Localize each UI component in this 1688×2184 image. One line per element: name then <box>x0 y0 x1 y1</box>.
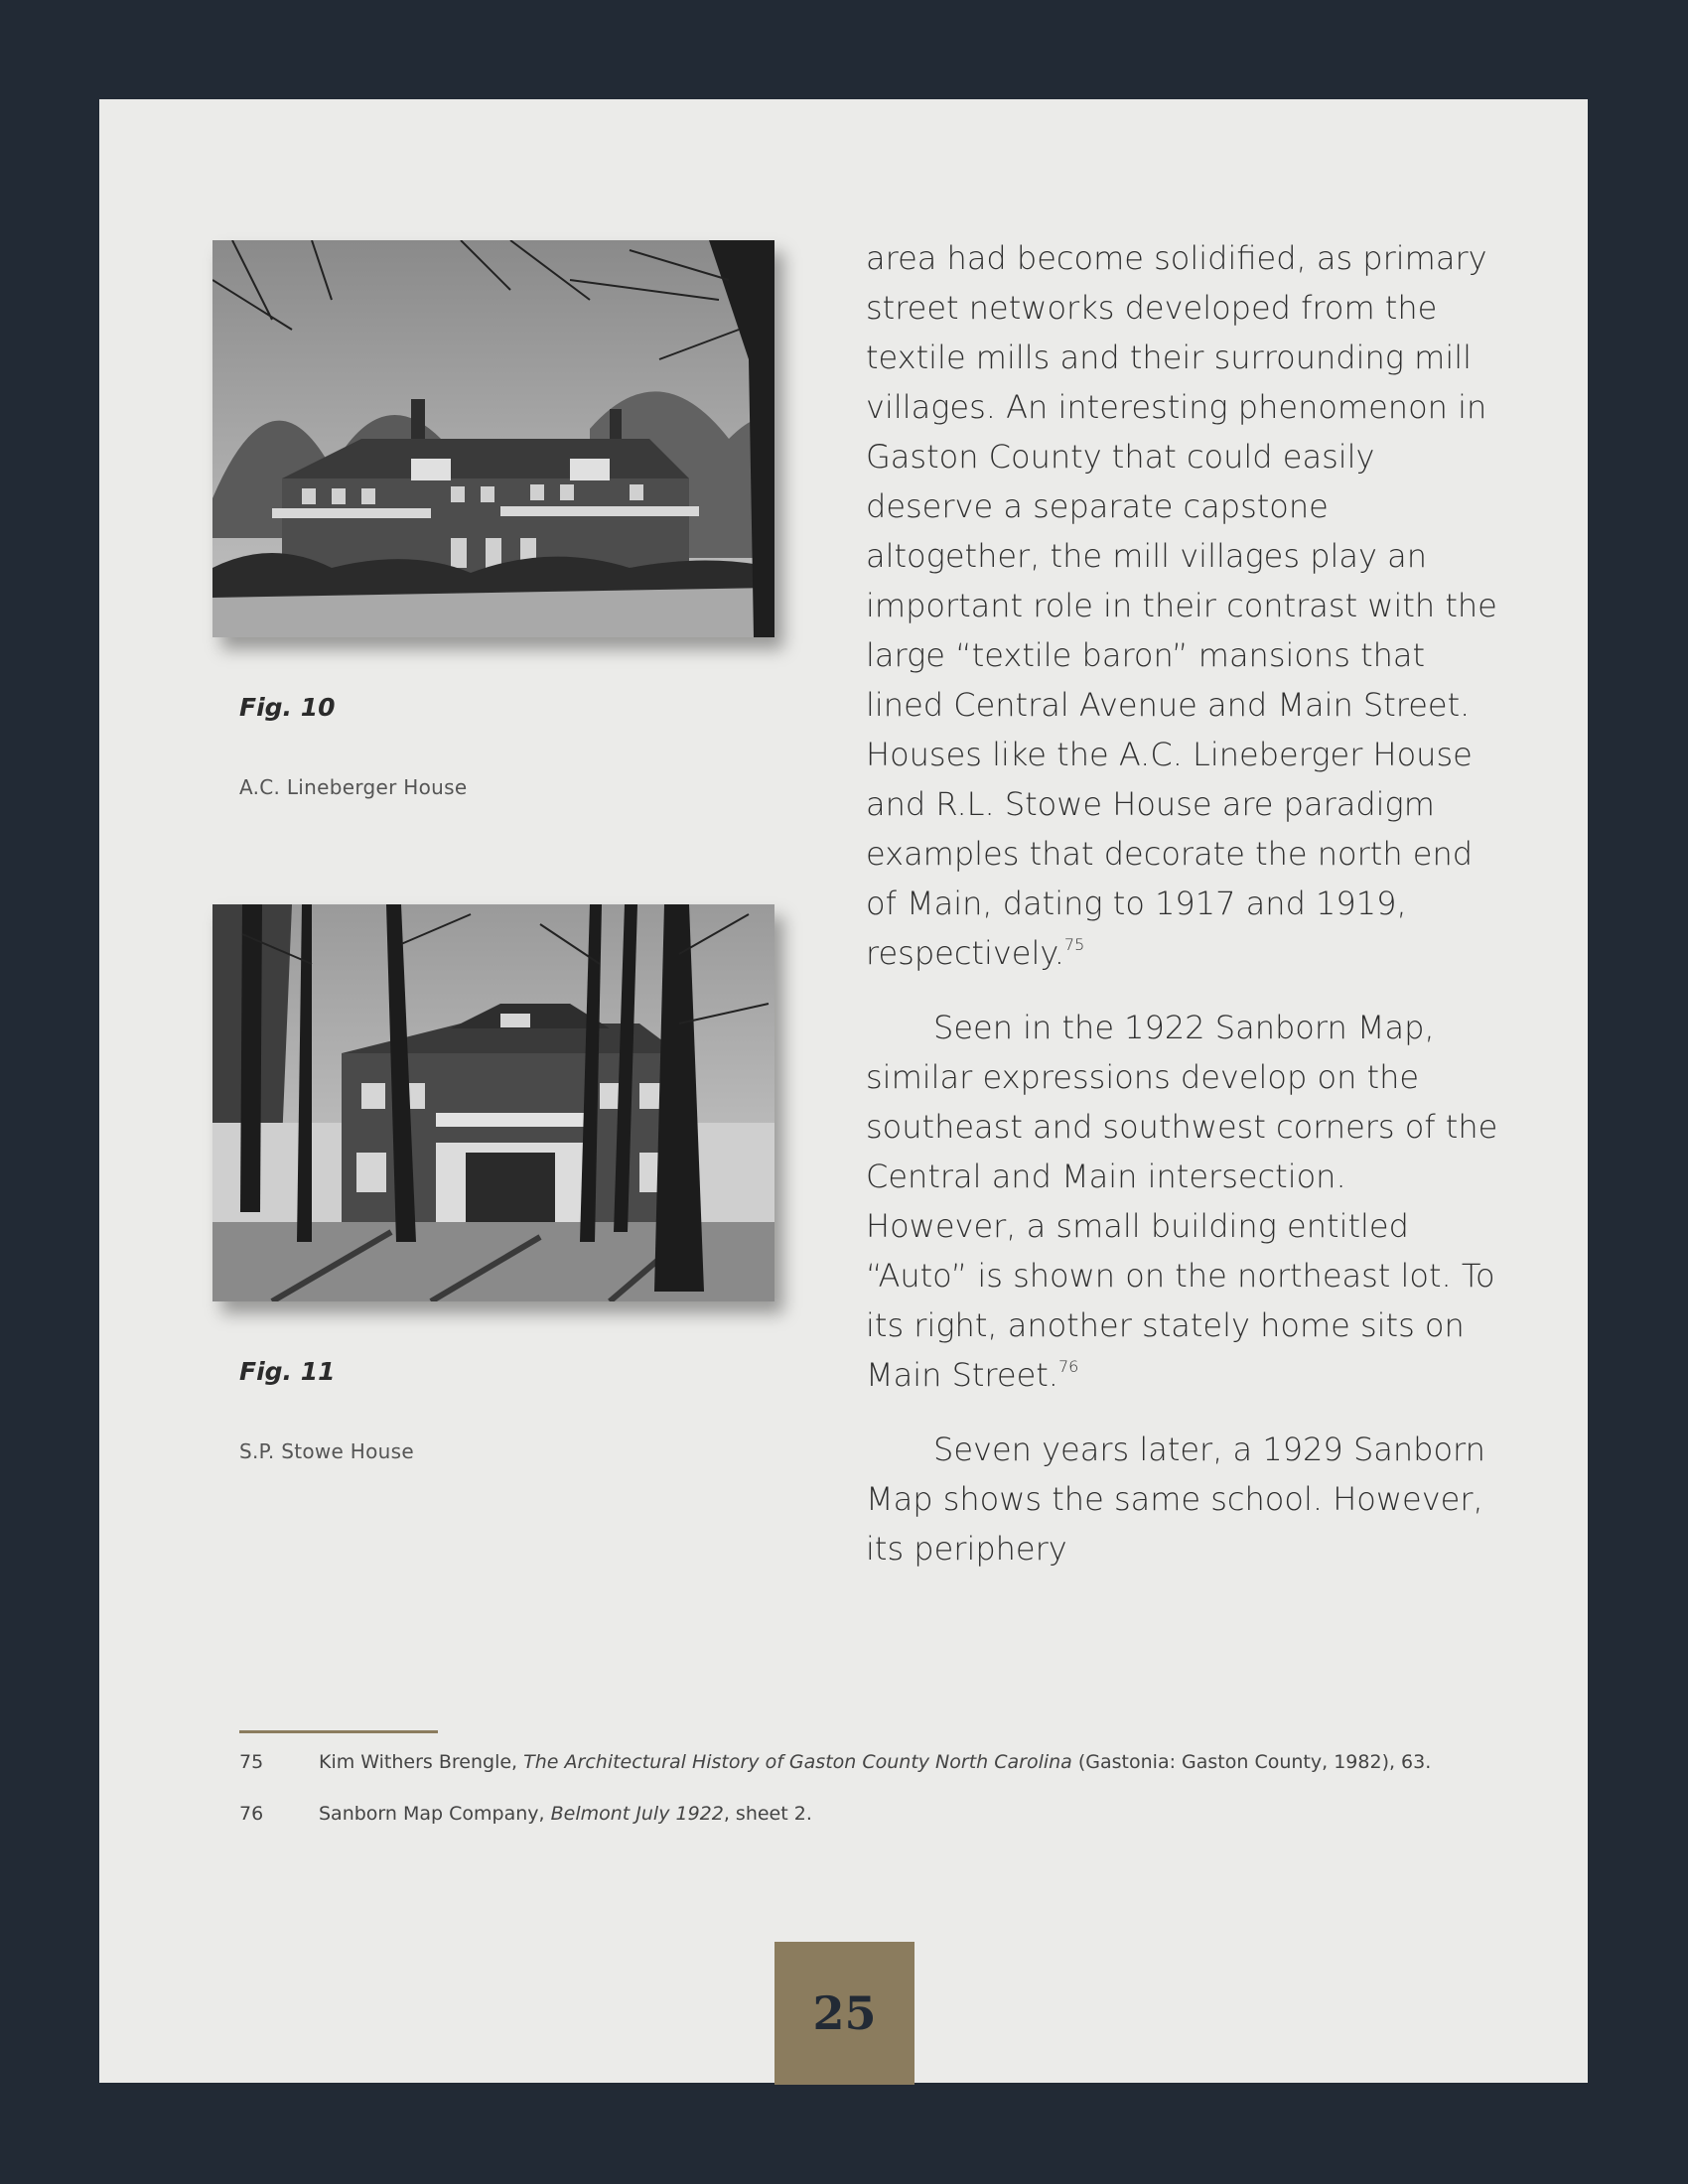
body-text <box>866 233 1501 1598</box>
footnote-divider <box>239 1730 438 1733</box>
footnote-ref[interactable]: 75 <box>1063 935 1085 954</box>
footnote-number: 76 <box>239 1803 264 1825</box>
paragraph-text: area had become solidified, as primary street networks developed from the textile mills and their surrounding mill villages. An interesting phenomenon in Gaston County that could easily deserve a separate capstone altogether, the mill villages play an important role in their contrast with the large “textile baron” mansions that lined Central Avenue and Main Street. Houses like the A.C. Lineberger House and R.L. Stowe House are paradigm examples that decorate the north end of Main, dating to 1917 and 1919, respectively. <box>866 239 1497 972</box>
paragraph-text: Seven years later, a 1929 Sanborn Map shows the same school. However, its periphery <box>866 1431 1485 1568</box>
footnote-text: Sanborn Map Company, Belmont July 1922, sheet 2. <box>319 1803 812 1825</box>
figure-label: Fig. 11 <box>239 1357 336 1386</box>
paragraph <box>866 1003 1501 1400</box>
footnote <box>239 1803 812 1825</box>
figure-caption: A.C. Lineberger House <box>239 775 468 799</box>
footnote-ref[interactable]: 76 <box>1057 1357 1079 1376</box>
paragraph <box>866 1425 1501 1573</box>
stowe-house-photo <box>212 904 774 1301</box>
lineberger-house-photo <box>212 240 774 637</box>
footnote-number: 75 <box>239 1751 264 1773</box>
figure-label: Fig. 10 <box>239 693 336 722</box>
document-page <box>99 99 1588 2083</box>
paragraph <box>866 233 1501 978</box>
footnote <box>239 1751 1431 1773</box>
paragraph-text: Seen in the 1922 Sanborn Map, similar expressions develop on the southeast and southwest corners of the Central and Main intersection. However, a small building entitled “Auto” is shown on the northeast lot. To its right, another stately home sits on Main Street. <box>866 1009 1498 1394</box>
page-number: 25 <box>774 1942 914 2085</box>
footnote-text: Kim Withers Brengle, The Architectural History of Gaston County North Carolina (Gastonia: Gaston County, 1982), 63. <box>319 1751 1432 1773</box>
figure-caption: S.P. Stowe House <box>239 1439 414 1463</box>
